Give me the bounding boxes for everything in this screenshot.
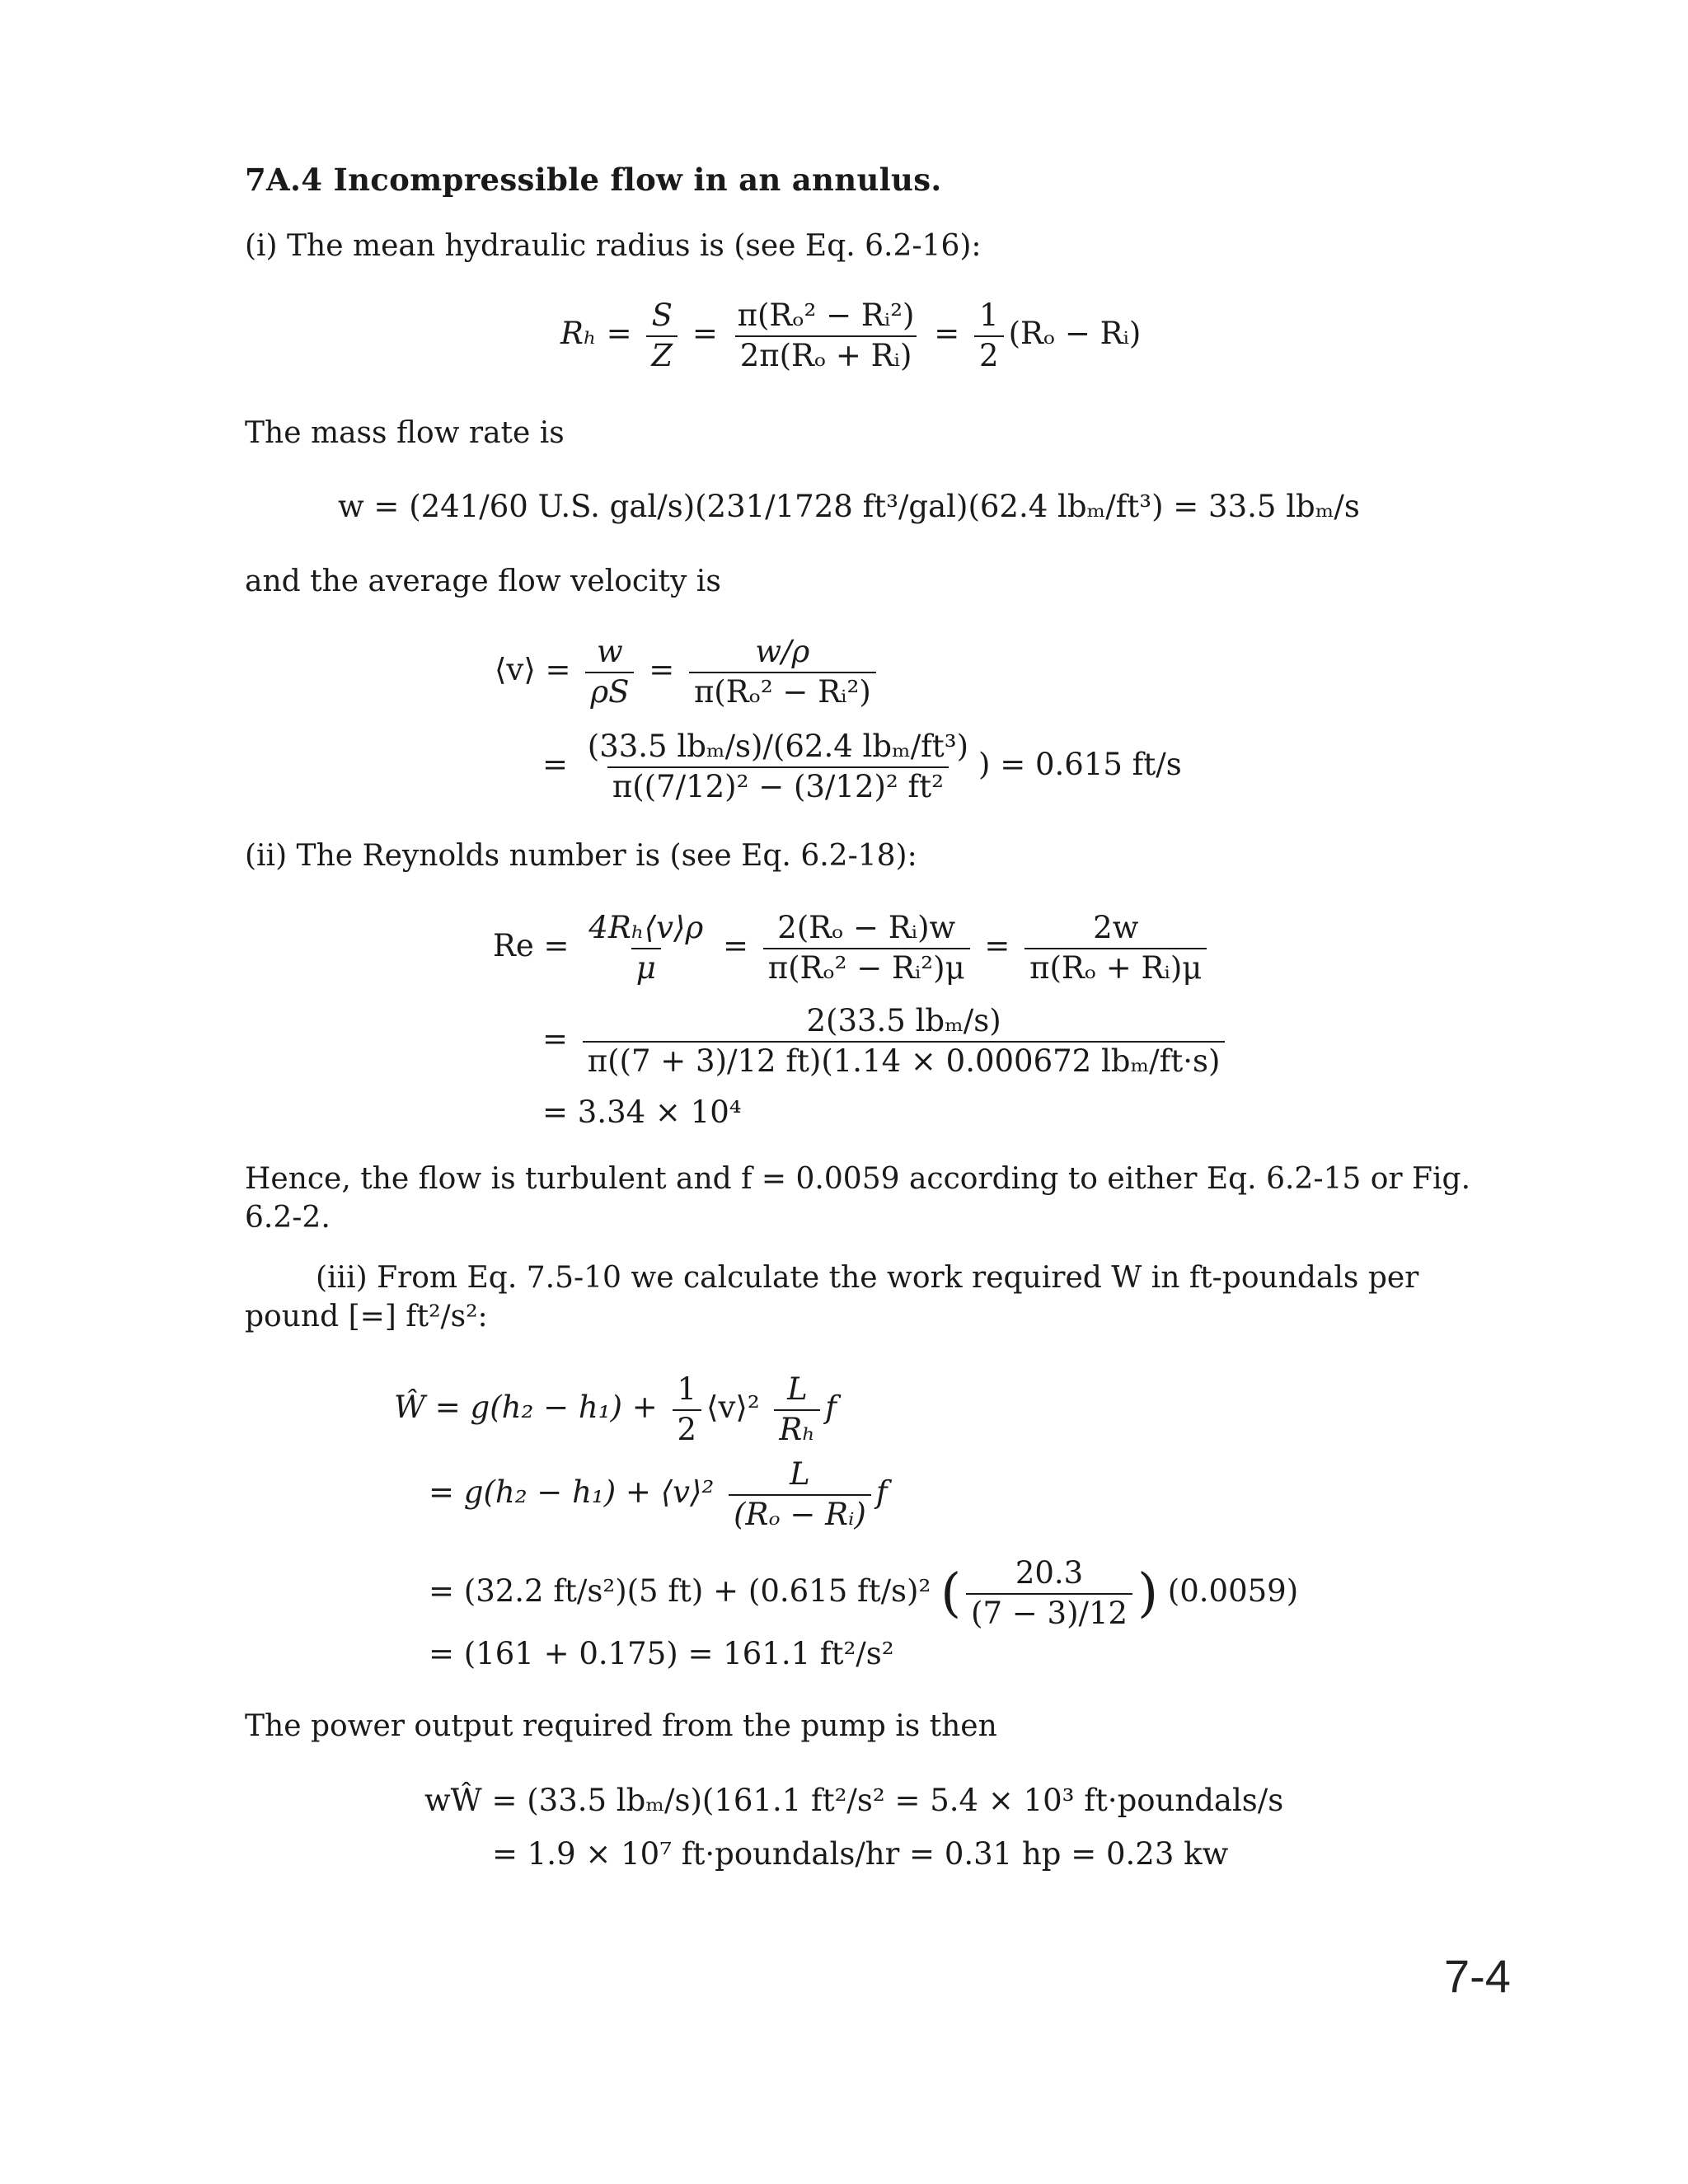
fraction-length-ratio: $\frac{20.3}{(7 - 3)/12}$ [966, 1556, 1132, 1631]
paragraph-reynolds: (ii) The Reynolds number is (see Eq. 6.2-18): [245, 839, 917, 873]
page-label: 7-4 [1444, 1950, 1511, 2002]
equation-work-line3: = (32.2 ft/s²)(5 ft) + (0.615 ft/s)² ( $\frac{20.3}{(7 - 3)/12}$ ) (0.0059) [429, 1555, 1299, 1631]
equation-reynolds-result: = 3.34 × 10⁴ [542, 1094, 742, 1130]
equation-hydraulic-radius: Rₕ = $\frac{S}{Z}$ = $\frac{\text{π(Rₒ² − Rᵢ²)}}{\text{2π(Rₒ + Rᵢ)}}$ = $\frac{1}{2}$ (Rₒ − Rᵢ) [560, 298, 1142, 373]
equation-work-line2: = g(h₂ − h₁) + ⟨v⟩² $\frac{L}{\text{(Rₒ − Rᵢ)}}$ f [429, 1456, 888, 1532]
equation-power-line2: = 1.9 × 10⁷ ft·poundals/hr = 0.31 hp = 0.23 kw [492, 1836, 1229, 1872]
fraction-re-expanded: $\frac{\text{2(Rₒ − Rᵢ)w}}{\text{π(Rₒ² − Rᵢ²)μ}}$ [763, 911, 970, 986]
paragraph-turbulent-line1: Hence, the flow is turbulent and f = 0.0059 according to either Eq. 6.2-15 or Fig. [245, 1162, 1471, 1196]
fraction-velocity-numeric: $\frac{\text{(33.5 lbₘ/s)/(62.4 lbₘ/ft³)}}{\text{π((7/12)² − (3/12)² ft²}}$ [587, 729, 969, 804]
fraction-half: $\frac{1}{2}$ [673, 1372, 702, 1447]
fraction-w-over-rho-s: $\frac{w}{\rho S}$ [585, 635, 634, 710]
equation-reynolds-line1: Re = $\frac{\text{4Rₕ⟨v⟩ρ}}{\mu}$ = $\frac{\text{2(Rₒ − Rᵢ)w}}{\text{π(Rₒ² − Rᵢ²)μ}}$ = $\frac{2w}{\text{π(Rₒ + Rᵢ)μ}}$ [493, 911, 1212, 986]
section-heading [245, 162, 942, 198]
paragraph-mass-flow: The mass flow rate is [245, 416, 565, 450]
equation-velocity-line1: ⟨v⟩ = $\frac{w}{\rho S}$ = $\frac{w/\rho}{\text{π(Rₒ² − Rᵢ²)}}$ [495, 635, 881, 710]
left-paren: ( [940, 1563, 962, 1624]
fraction-area-over-perimeter: $\frac{\text{π(Rₒ² − Rᵢ²)}}{\text{2π(Rₒ + Rᵢ)}}$ [733, 298, 920, 373]
section-title: Incompressible flow in an annulus. [333, 162, 942, 198]
rh-lhs: Rₕ = [560, 316, 632, 352]
equation-velocity-line2: = $\frac{\text{(33.5 lbₘ/s)/(62.4 lbₘ/ft³)}}{\text{π((7/12)² − (3/12)² ft²}}$ ) = 0.615 ft/s [542, 729, 1182, 804]
equation-reynolds-line2: = $\frac{\text{2(33.5 lbₘ/s)}}{\text{π((7 + 3)/12 ft)(1.14 × 0.000672 lbₘ/ft·s)}}$ [542, 1004, 1230, 1079]
equation-work-result: = (161 + 0.175) = 161.1 ft²/s² [429, 1636, 894, 1671]
fraction-l-over-rh: $\frac{L}{\text{Rₕ}}$ [774, 1372, 820, 1447]
fraction-re-def: $\frac{\text{4Rₕ⟨v⟩ρ}}{\mu}$ [588, 910, 704, 986]
paragraph-turbulent-line2: 6.2-2. [245, 1201, 331, 1235]
section-number: 7A.4 [245, 162, 323, 198]
equation-work-line1: Ŵ = g(h₂ − h₁) + $\frac{1}{2}$ ⟨v⟩² $\frac{L}{\text{Rₕ}}$ f [394, 1371, 837, 1447]
equation-power-line1: wŴ = (33.5 lbₘ/s)(161.1 ft²/s² = 5.4 × 10³ ft·poundals/s [424, 1783, 1284, 1818]
paragraph-work-line1: (iii) From Eq. 7.5-10 we calculate the work required W in ft-poundals per [316, 1261, 1419, 1295]
fraction-re-simplified: $\frac{2w}{\text{π(Rₒ + Rᵢ)μ}}$ [1025, 911, 1207, 986]
fraction-s-over-z: $\frac{S}{Z}$ [646, 298, 678, 373]
fraction-w-rho-over-area: $\frac{w/\rho}{\text{π(Rₒ² − Rᵢ²)}}$ [689, 635, 876, 710]
right-paren: ) [1137, 1563, 1159, 1624]
paragraph-average-velocity: and the average flow velocity is [245, 565, 721, 598]
paragraph-hydraulic-radius: (i) The mean hydraulic radius is (see Eq. 6.2-16): [245, 229, 982, 263]
fraction-one-half: $\frac{1}{2}$ [974, 298, 1004, 373]
fraction-l-over-gap: $\frac{L}{\text{(Rₒ − Rᵢ)}}$ [729, 1457, 871, 1532]
paragraph-power: The power output required from the pump is then [245, 1709, 997, 1743]
fraction-re-numeric: $\frac{\text{2(33.5 lbₘ/s)}}{\text{π((7 + 3)/12 ft)(1.14 × 0.000672 lbₘ/ft·s)}}$ [583, 1004, 1226, 1079]
equation-mass-flow: w = (241/60 U.S. gal/s)(231/1728 ft³/gal)(62.4 lbₘ/ft³) = 33.5 lbₘ/s [338, 489, 1360, 524]
paragraph-work-line2: pound [=] ft²/s²: [245, 1300, 488, 1333]
